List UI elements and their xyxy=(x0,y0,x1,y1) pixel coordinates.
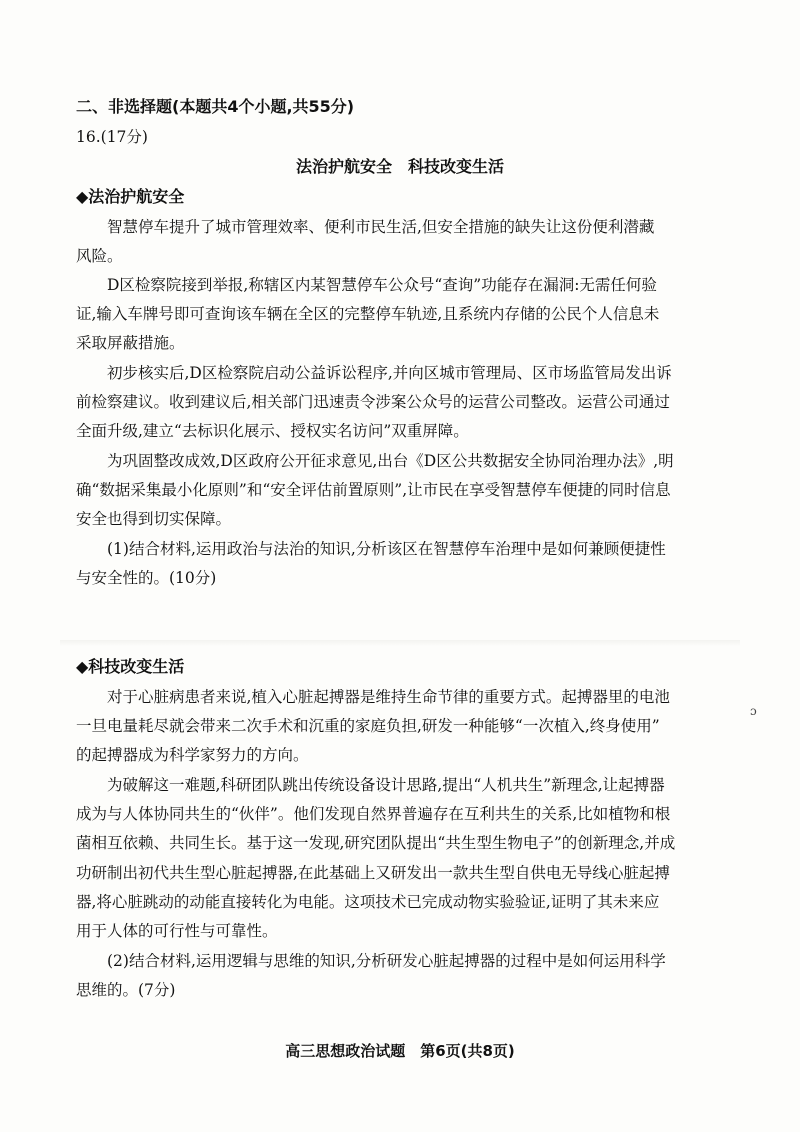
part2-question-line-1: (2)结合材料,运用逻辑与思维的知识,分析研发心脏起搏器的过程中是如何运用科学 xyxy=(107,952,666,970)
part1-line-7: 前检察建议。收到建议后,相关部门迅速责令涉案公众号的运营公司整改。运营公司通过 xyxy=(76,393,670,411)
part2-line-2: 一旦电量耗尽就会带来二次手术和沉重的家庭负担,研发一种能够“一次植入,终身使用” xyxy=(76,717,660,735)
part1-line-11: 安全也得到切实保障。 xyxy=(76,510,232,528)
part2-line-1: 对于心脏病患者来说,植入心脏起搏器是维持生命节律的重要方式。起搏器里的电池 xyxy=(107,688,670,706)
part2-line-3: 的起搏器成为科学家努力的方向。 xyxy=(76,746,309,764)
section-header: 二、非选择题(本题共4个小题,共55分) xyxy=(76,97,355,116)
question-title: 法治护航安全 科技改变生活 xyxy=(295,157,504,176)
part1-line-6: 初步核实后,D区检察院启动公益诉讼程序,并向区城市管理局、区市场监管局发出诉 xyxy=(107,364,672,382)
part2-line-6: 菌相互依赖、共同生长。基于这一发现,研究团队提出“共生型生物电子”的创新理念,并成 xyxy=(76,834,676,852)
scan-fold-shadow xyxy=(60,640,740,646)
part2-line-5: 成为与人体协同共生的“伙伴”。他们发现自然界普遍存在互利共生的关系,比如植物和根 xyxy=(76,805,671,823)
part1-line-1: 智慧停车提升了城市管理效率、便利市民生活,但安全措施的缺失让这份便利潜藏 xyxy=(107,218,655,236)
part1-line-2: 风险。 xyxy=(76,247,123,265)
part2-line-9: 用于人体的可行性与可靠性。 xyxy=(76,922,278,940)
part1-line-4: 证,输入车牌号即可查询该车辆在全区的完整停车轨迹,且系统内存储的公民个人信息未 xyxy=(76,305,660,323)
question-number: 16.(17分) xyxy=(76,128,148,146)
part2-heading: ◆科技改变生活 xyxy=(76,657,185,676)
stray-pen-mark: ɔ xyxy=(750,704,757,718)
part1-line-8: 全面升级,建立“去标识化展示、授权实名访问”双重屏障。 xyxy=(76,422,469,440)
part2-line-7: 功研制出初代共生型心脏起搏器,在此基础上又研发出一款共生型自供电无导线心脏起搏 xyxy=(76,864,670,882)
part1-line-3: D区检察院接到举报,称辖区内某智慧停车公众号“查询”功能存在漏洞:无需任何验 xyxy=(107,276,657,294)
part2-line-4: 为破解这一难题,科研团队跳出传统设备设计思路,提出“人机共生”新理念,让起搏器 xyxy=(107,776,665,794)
part1-line-5: 采取屏蔽措施。 xyxy=(76,334,185,352)
part1-line-10: 确“数据采集最小化原则”和“安全评估前置原则”,让市民在享受智慧停车便捷的同时信息 xyxy=(76,481,671,499)
part1-heading: ◆法治护航安全 xyxy=(76,187,185,206)
part2-question-line-2: 思维的。(7分) xyxy=(76,981,176,999)
part1-line-9: 为巩固整改成效,D区政府公开征求意见,出台《D区公共数据安全协同治理办法》,明 xyxy=(107,452,674,470)
part2-line-8: 器,将心脏跳动的动能直接转化为电能。这项技术已完成动物实验验证,证明了其未来应 xyxy=(76,893,660,911)
part1-question-line-1: (1)结合材料,运用政治与法治的知识,分析该区在智慧停车治理中是如何兼顾便捷性 xyxy=(107,540,666,558)
page-footer: 高三思想政治试题 第6页(共8页) xyxy=(285,1042,515,1060)
part1-question-line-2: 与安全性的。(10分) xyxy=(76,569,217,587)
